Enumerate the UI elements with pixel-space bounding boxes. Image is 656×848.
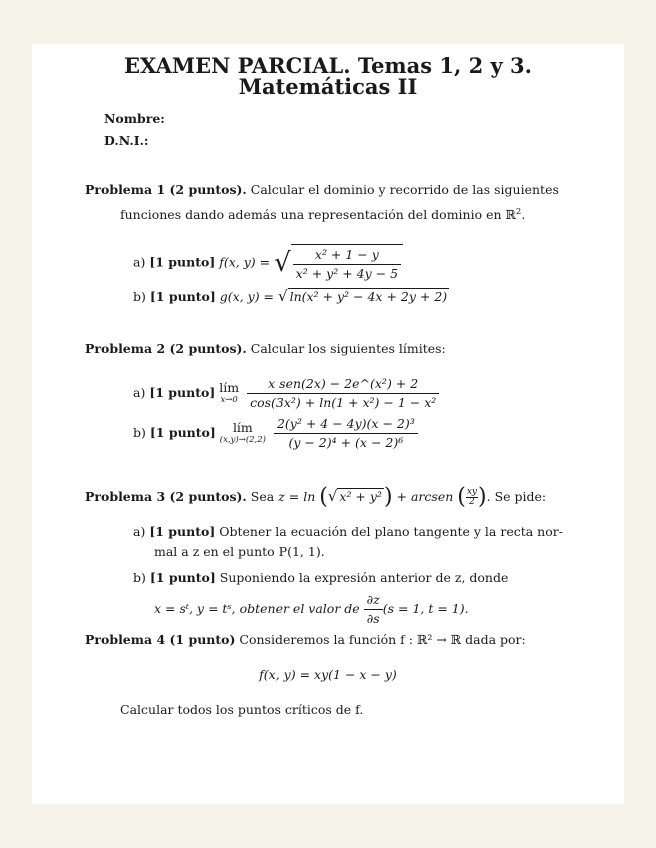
problem-1b-points: [1 punto] [149,289,216,304]
problem-3b-points: [1 punto] [149,570,216,585]
problem-3-heading: Problema 3 (2 puntos). [85,489,247,504]
problem-1a-denominator: x² + y² + 4y − 5 [295,266,399,281]
problem-3a-line1 [133,524,563,540]
exam-page [32,44,624,804]
problem-4-statement [85,632,526,648]
problem-1a-numerator: x² + 1 − y [293,247,401,265]
problem-3a-text1: Obtener la ecuación del plano tangente y la recta nor- [219,524,563,539]
problem-3b-partial-den: ∂s [366,611,380,626]
problem-3-arcsen-den: 2 [469,497,475,507]
problem-1a-points: [1 punto] [149,254,216,270]
problem-2a-denominator: cos(3x²) + ln(1 + x²) − 1 − x² [250,395,437,410]
problem-2b-fraction [274,416,418,451]
problem-3b-partial-num: ∂z [364,592,383,610]
problem-2-heading: Problema 2 (2 puntos). [85,341,247,356]
problem-4-equation: f(x, y) = xy(1 − x − y) [259,667,397,682]
problem-2a-lim-sub: x→0 [220,394,238,405]
problem-2a-points: [1 punto] [149,385,216,400]
problem-3b-line1 [133,570,508,586]
problem-3b-line2 [154,592,469,627]
problem-2b-denominator: (y − 2)⁴ + (x − 2)⁶ [288,435,404,450]
problem-4-final: Calcular todos los puntos críticos de f. [120,702,364,717]
problem-2a-label: a) [133,385,146,400]
problem-2a-numerator: x sen(2x) − 2e^(x²) + 2 [247,376,439,394]
problem-2b-points: [1 punto] [149,425,216,440]
problem-2a-lim: lím [219,379,240,395]
exam-subtitle: Matemáticas II [238,74,418,99]
problem-3-se-pide: . Se pide: [486,489,547,504]
problem-3b-label: b) [133,570,146,585]
problem-2b-lim-sub: (x,y)→(2,2) [219,434,266,445]
problem-3a-label: a) [133,524,146,539]
problem-1-text-line2-row: funciones dando además una representación del dominio en ℝ$^2$. [120,207,526,222]
problem-2b-label: b) [133,425,146,440]
problem-1-text-line1: Calcular el dominio y recorrido de las siguientes [250,182,559,197]
problem-3-sea: Sea [250,489,275,504]
problem-3-radicand: x² + y² [339,489,382,504]
problem-3-statement: Problema 3 (2 puntos). Sea z = ln (√ x² + y²) + arcsen ( $\frac{xy}{2}$ ). Se pide: [85,484,547,510]
problem-4-heading: Problema 4 (1 punto) [85,632,236,647]
problem-2-statement [85,341,446,357]
problem-1-heading: Problema 1 (2 puntos). [85,182,247,197]
problem-3b-partial [364,592,383,627]
problem-1-text-line2: funciones dando además una representación del dominio en ℝ [120,207,516,222]
name-label: Nombre: [104,111,165,126]
problem-1b-label: b) [133,289,146,304]
problem-3b-text2a: x = sᵗ, y = tˢ, obtener el valor de [154,601,360,616]
problem-3-expr-start: z = ln [278,489,316,504]
problem-3-arcsen-num: xy [466,487,478,497]
problem-2a [133,376,439,411]
problem-3b-text2b: (s = 1, t = 1). [382,601,469,616]
problem-3a-points: [1 punto] [149,524,216,539]
problem-3b-text1: Suponiendo la expresión anterior de z, donde [219,570,509,585]
problem-1b-radicand: ln(x² + y² − 4x + 2y + 2) [289,289,448,304]
dni-label: D.N.I.: [104,133,149,148]
problem-1a-label: a) [133,254,146,270]
problem-2b [133,416,418,451]
exam-title: EXAMEN PARCIAL. Temas 1, 2 y 3. [124,53,532,78]
problem-1-statement [85,182,559,198]
problem-2b-lim: lím [232,419,253,435]
problem-4-text: Consideremos la función f : ℝ² → ℝ dada por: [239,632,526,647]
problem-3-arcsen: + arcsen [396,489,454,504]
problem-1b: b) [1 punto] g(x, y) = √ ln(x² + y² − 4x + 2y + 2) [133,287,448,305]
problem-1a-lhs: f(x, y) = [219,254,271,270]
problem-2-text: Calcular los siguientes límites: [250,341,446,356]
problem-2a-fraction [247,376,439,411]
problem-1b-lhs: g(x, y) = [219,289,275,304]
problem-1a-sqrt: √ $\frac{\text{x² + 1 − y}}{\text{x² + y² + 4y − 5}}$ [274,244,403,282]
problem-2b-numerator: 2(y² + 4 − 4y)(x − 2)³ [274,416,418,434]
problem-1a [133,244,403,282]
problem-3a-text2: mal a z en el punto P(1, 1). [154,544,325,559]
